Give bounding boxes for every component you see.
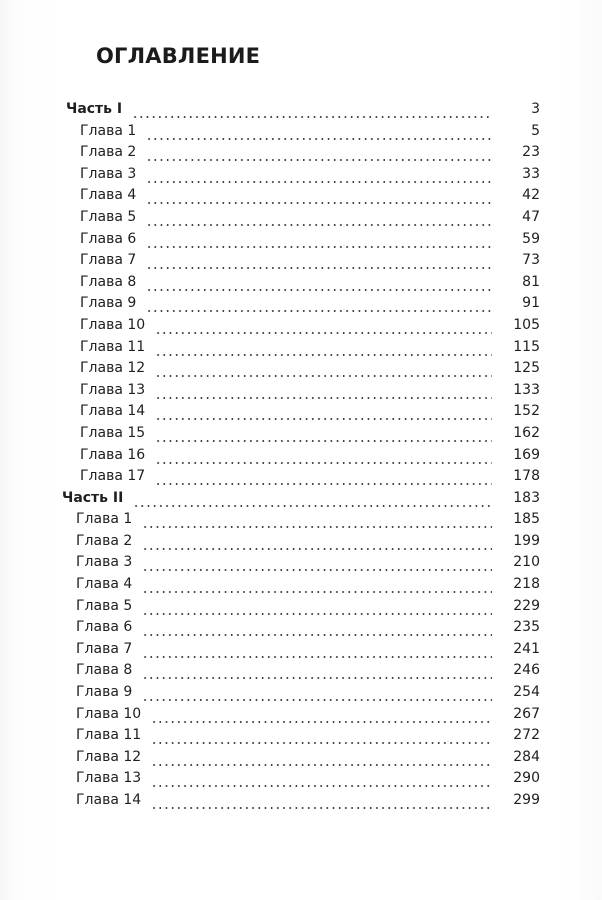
toc-chapter-label: Глава 6 (80, 230, 137, 247)
toc-dot-leader (155, 423, 492, 445)
toc-chapter-row (0, 293, 602, 315)
toc-page-number: 73 (522, 252, 540, 269)
toc-dot-leader (146, 250, 492, 272)
toc-chapter-row (0, 596, 602, 618)
toc-part-label: Часть I (66, 101, 123, 117)
toc-chapter-label: Глава 12 (80, 360, 146, 377)
toc-page-number: 33 (522, 165, 540, 182)
toc-dot-leader (155, 380, 492, 402)
toc-chapter-row (0, 639, 602, 661)
toc-page-number: 81 (522, 273, 540, 290)
toc-dot-leader (146, 293, 492, 315)
toc-chapter-label: Глава 10 (76, 705, 142, 722)
toc-dot-leader (146, 185, 492, 207)
toc-chapter-row (0, 401, 602, 423)
toc-chapter-label: Глава 8 (76, 662, 133, 679)
toc-chapter-label: Глава 7 (80, 252, 137, 269)
toc-chapter-label: Глава 16 (80, 446, 146, 463)
toc-page-number: 229 (513, 597, 540, 614)
toc-chapter-label: Глава 5 (80, 208, 137, 225)
toc-chapter-row (0, 466, 602, 488)
toc-chapter-label: Глава 1 (76, 511, 133, 528)
toc-chapter-label: Глава 10 (80, 316, 146, 333)
toc-dot-leader (155, 401, 492, 423)
toc-page-number: 246 (513, 662, 540, 679)
toc-page-number: 125 (513, 360, 540, 377)
toc-chapter-label: Глава 4 (80, 187, 137, 204)
toc-part-label: Часть II (62, 489, 124, 506)
toc-part-row (0, 488, 602, 510)
toc-page-number: 241 (513, 640, 540, 657)
toc-page-number: 5 (531, 122, 540, 139)
toc-dot-leader (146, 164, 492, 186)
toc-chapter-label: Глава 3 (76, 554, 133, 571)
toc-chapter-row (0, 142, 602, 164)
toc-dot-leader (146, 142, 492, 164)
toc-chapter-row (0, 207, 602, 229)
toc-chapter-label: Глава 1 (80, 122, 137, 139)
page-title: ОГЛАВЛЕНИЕ (96, 44, 261, 68)
toc-chapter-label: Глава 15 (80, 424, 146, 441)
toc-page-number: 91 (522, 295, 540, 312)
toc-page-number: 199 (513, 532, 540, 549)
toc-page-number: 47 (522, 208, 540, 225)
toc-page-number: 272 (513, 727, 540, 744)
toc-dot-leader (151, 704, 492, 726)
toc-chapter-label: Глава 11 (80, 338, 146, 355)
toc-page-number: 23 (522, 144, 540, 161)
toc-dot-leader (133, 488, 492, 510)
toc-chapter-label: Глава 8 (80, 273, 137, 290)
toc-page-number: 169 (513, 446, 540, 463)
toc-chapter-row (0, 574, 602, 596)
toc-page-number: 254 (513, 684, 540, 701)
toc-dot-leader (142, 596, 492, 618)
toc-page-number: 105 (513, 316, 540, 333)
toc-chapter-row (0, 531, 602, 553)
toc-dot-leader (155, 445, 492, 467)
toc-dot-leader (151, 747, 492, 769)
toc-chapter-row (0, 164, 602, 186)
toc-dot-leader (155, 466, 492, 488)
toc-chapter-row (0, 315, 602, 337)
toc-chapter-row (0, 768, 602, 790)
toc-chapter-row (0, 445, 602, 467)
toc-chapter-row (0, 272, 602, 294)
table-of-contents (0, 99, 602, 812)
toc-chapter-row (0, 790, 602, 812)
toc-chapter-row (0, 725, 602, 747)
toc-page-number: 235 (513, 619, 540, 636)
toc-page-number: 59 (522, 230, 540, 247)
toc-page-number: 133 (513, 381, 540, 398)
toc-dot-leader (146, 121, 492, 143)
toc-chapter-row (0, 617, 602, 639)
toc-page-number: 284 (513, 748, 540, 765)
toc-dot-leader (142, 552, 492, 574)
toc-chapter-row (0, 121, 602, 143)
toc-chapter-label: Глава 17 (80, 468, 146, 485)
toc-chapter-row (0, 423, 602, 445)
toc-dot-leader (132, 99, 492, 121)
toc-chapter-label: Глава 2 (76, 532, 133, 549)
toc-chapter-row (0, 704, 602, 726)
toc-chapter-label: Глава 4 (76, 576, 133, 593)
toc-page-number: 3 (531, 101, 540, 117)
toc-dot-leader (146, 207, 492, 229)
toc-dot-leader (142, 531, 492, 553)
toc-page-number: 290 (513, 770, 540, 787)
toc-page-number: 42 (522, 187, 540, 204)
toc-dot-leader (155, 337, 492, 359)
toc-chapter-label: Глава 12 (76, 748, 142, 765)
toc-chapter-row (0, 185, 602, 207)
toc-chapter-label: Глава 14 (80, 403, 146, 420)
toc-page-number: 178 (513, 468, 540, 485)
toc-page-number: 210 (513, 554, 540, 571)
toc-dot-leader (142, 639, 492, 661)
toc-chapter-row (0, 380, 602, 402)
toc-chapter-label: Глава 13 (80, 381, 146, 398)
toc-chapter-label: Глава 14 (76, 792, 142, 808)
toc-dot-leader (146, 229, 492, 251)
toc-chapter-row (0, 747, 602, 769)
toc-page-number: 185 (513, 511, 540, 528)
toc-chapter-row (0, 337, 602, 359)
toc-chapter-row (0, 250, 602, 272)
toc-chapter-row (0, 552, 602, 574)
toc-dot-leader (151, 790, 492, 812)
toc-dot-leader (151, 768, 492, 790)
toc-page-number: 183 (513, 489, 540, 506)
toc-chapter-row (0, 358, 602, 380)
toc-dot-leader (142, 617, 492, 639)
toc-page-number: 115 (513, 338, 540, 355)
toc-chapter-label: Глава 5 (76, 597, 133, 614)
toc-chapter-row (0, 509, 602, 531)
toc-dot-leader (142, 660, 492, 682)
toc-chapter-label: Глава 6 (76, 619, 133, 636)
toc-chapter-label: Глава 9 (80, 295, 137, 312)
toc-dot-leader (146, 272, 492, 294)
toc-page-number: 218 (513, 576, 540, 593)
toc-page-number: 267 (513, 705, 540, 722)
toc-chapter-label: Глава 7 (76, 640, 133, 657)
toc-chapter-row (0, 682, 602, 704)
toc-chapter-label: Глава 3 (80, 165, 137, 182)
toc-page-number: 162 (513, 424, 540, 441)
toc-chapter-row (0, 229, 602, 251)
toc-dot-leader (142, 682, 492, 704)
toc-page-number: 152 (513, 403, 540, 420)
toc-dot-leader (155, 315, 492, 337)
toc-chapter-label: Глава 9 (76, 684, 133, 701)
toc-dot-leader (151, 725, 492, 747)
toc-chapter-label: Глава 11 (76, 727, 142, 744)
toc-dot-leader (155, 358, 492, 380)
toc-dot-leader (142, 574, 492, 596)
toc-chapter-label: Глава 13 (76, 770, 142, 787)
toc-part-row (0, 99, 602, 121)
toc-chapter-row (0, 660, 602, 682)
toc-page-number: 299 (513, 792, 540, 808)
toc-dot-leader (142, 509, 492, 531)
toc-chapter-label: Глава 2 (80, 144, 137, 161)
